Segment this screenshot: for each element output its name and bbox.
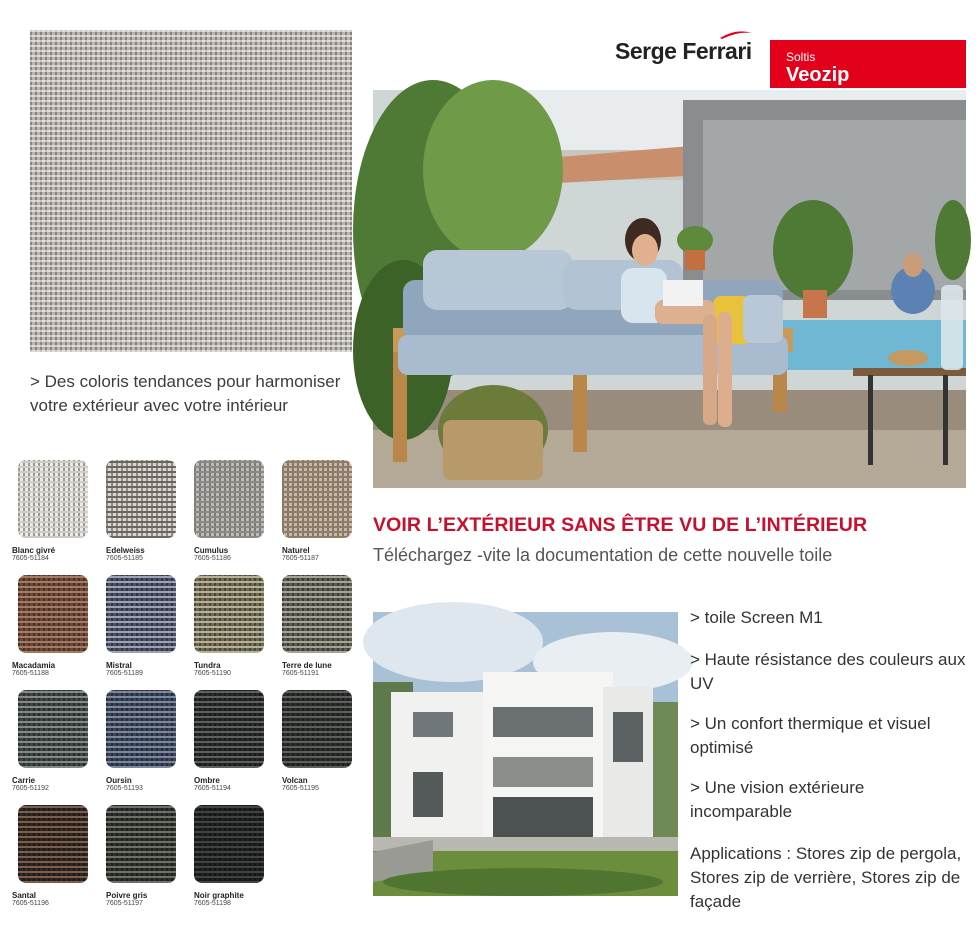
swatch-name: Naturel — [282, 546, 310, 555]
swatch-name: Volcan — [282, 776, 308, 785]
product-line: Soltis — [786, 50, 816, 64]
swatch-tile — [106, 690, 176, 768]
swatch-code: 7605-51188 — [12, 670, 49, 677]
swatch-code: 7605-51184 — [12, 555, 49, 562]
swatch-tile — [282, 575, 352, 653]
swatch-tile — [18, 460, 88, 538]
swatch-name: Terre de lune — [282, 661, 332, 670]
swatch-tile — [18, 575, 88, 653]
intro-text: > Des coloris tendances pour harmoniser votre extérieur avec votre intérieur — [30, 372, 341, 415]
feature-item: > toile Screen M1 — [690, 608, 823, 627]
headline: VOIR L’EXTÉRIEUR SANS ÊTRE VU DE L’INTÉRIEUR — [373, 514, 868, 536]
product-name: Veozip — [786, 64, 850, 86]
swatch-code: 7605-51186 — [194, 555, 231, 562]
swatch-code: 7605-51197 — [106, 900, 143, 907]
swatch-name: Blanc givré — [12, 546, 56, 555]
swatch-tile — [282, 690, 352, 768]
swatch-tile — [194, 575, 264, 653]
swatch-code: 7605-51189 — [106, 670, 143, 677]
swatch-name: Carrie — [12, 776, 36, 785]
swatch-code: 7605-51193 — [106, 785, 143, 792]
brand-logo: Serge Ferrari — [615, 38, 752, 64]
swatch-tile — [18, 690, 88, 768]
swatch-name: Edelweiss — [106, 546, 145, 555]
swatch-code: 7605-51190 — [194, 670, 231, 677]
swatch-tile — [18, 805, 88, 883]
swatch-tile — [106, 805, 176, 883]
subheadline: Téléchargez -vite la documentation de cette nouvelle toile — [373, 545, 833, 565]
swatch-name: Santal — [12, 891, 37, 900]
swatch-name: Oursin — [106, 776, 132, 785]
swatch-code: 7605-51195 — [282, 785, 319, 792]
applications-text: Applications : Stores zip de pergola, Stores zip de verrière, Stores zip de façade — [690, 844, 962, 911]
swatch-code: 7605-51194 — [194, 785, 231, 792]
house-photo — [373, 612, 678, 896]
swatch-code: 7605-51187 — [282, 555, 319, 562]
swatch-name: Ombre — [194, 776, 220, 785]
swatch-tile — [282, 460, 352, 538]
swatch-code: 7605-51196 — [12, 900, 49, 907]
swatch-tile — [106, 460, 176, 538]
hero-terrace-photo — [373, 90, 966, 488]
swatch-name: Cumulus — [194, 546, 229, 555]
swatch-tile — [194, 805, 264, 883]
swatch-name: Macadamia — [12, 661, 56, 670]
feature-item: > Un confort thermique et visuel optimisé — [690, 714, 931, 757]
swatch-code: 7605-51198 — [194, 900, 231, 907]
swatch-tile — [106, 575, 176, 653]
swatch-tile — [194, 690, 264, 768]
swatch-name: Mistral — [106, 661, 132, 670]
swatch-tile — [194, 460, 264, 538]
fabric-sample-large — [30, 30, 352, 352]
feature-item: > Une vision extérieure incomparable — [690, 778, 865, 821]
swatch-name: Poivre gris — [106, 891, 148, 900]
swatch-code: 7605-51185 — [106, 555, 143, 562]
swatch-grid — [12, 460, 352, 920]
swatch-code: 7605-51191 — [282, 670, 319, 677]
swatch-name: Tundra — [194, 661, 221, 670]
brand-swoosh-icon — [718, 30, 754, 40]
feature-item: > Haute résistance des couleurs aux UV — [690, 650, 966, 693]
swatch-name: Noir graphite — [194, 891, 244, 900]
swatch-code: 7605-51192 — [12, 785, 49, 792]
